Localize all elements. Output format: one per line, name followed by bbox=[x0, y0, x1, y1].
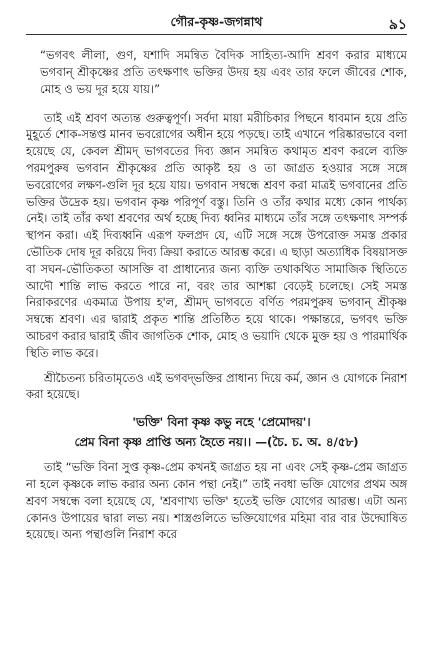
paragraph-shravan-importance: তাই এই শ্রবণ অত্যন্ত গুরুত্বপূর্ণ। সর্বদা মায়া মরীচিকার পিছনে ধাবমান হয়ে প্রতি মুহূর্তে শোক-সন্তপ্ত মানব ভবরোগের অধীন হয়ে পড়ছে। তাই এখানে পরিষ্কারভাবে বলা হয়েছে যে, কেবল শ্রীমদ্ ভাগবতের দিব্য জ্ঞান সমন্বিত কথামৃত শ্রবণ করলে ব্যক্তি পরমপুরুষ ভগবান শ্রীকৃষ্ণের প্রতি আকৃষ্ট হয় ও তা জাগ্রত হওয়ার সঙ্গে সঙ্গে ভবরোগের লক্ষণ-গুলি দূর হয়ে যায়। ভগবান সম্বন্ধে শ্রবণ করা মাত্রই ভগবানের প্রতি ভক্তির উদ্রেক হয়। ভগবান কৃষ্ণ পরিপূর্ণ বস্তু। তিনি ও তাঁর কথার মধ্যে কোন পার্থক্য নেই। তাই তাঁর কথা শ্রবণের অর্থ হচ্ছে দিব্য ধ্বনির মাধ্যমে তাঁর সঙ্গে তৎক্ষণাৎ সম্পর্ক স্থাপন করা। এই দিব্যধ্বনি এরূপ ফলপ্রদ যে, এটি সঙ্গে সঙ্গে উপরোক্ত সমস্ত প্রকার ভৌতিক দোষ দূর করিয়ে দিব্য ক্রিয়া করাতে আরম্ভ করে। এ ছাড়া অত্যাধিক বিষয়াসক্ত বা সঘন-ভৌতিকতা আসক্তি বা প্রাধান্যের জন্য ব্যক্তি তথাকথিত সামাজিক স্থিতিতে আদৌ শান্তি লাভ করতে পারে না, বরং তার আশঙ্কা বেড়েই চলেছে। সেই সমস্ত নিরাকরণের একমাত্র উপায় হ'ল, শ্রীমদ্ ভাগবতে বর্ণিত পরমপুরুষ ভগবান্ শ্রীকৃষ্ণ সম্বন্ধে শ্রবণ। এর দ্বারাই প্রকৃত শান্তি প্রতিষ্ঠিত হয়ে থাকে। পক্ষান্তরে, ভগবৎ ভক্তি আচরণ করার দ্বারাই জীব জাগতিক শোক, মোহ ও ভয়াদি থেকে মুক্ত হয় ও পারমার্থিক স্থিতি লাভ করে। bbox=[26, 111, 407, 360]
opening-quote: “ভগবৎ লীলা, গুণ, যশাদি সমন্বিত বৈদিক সাহিত্য-আদি শ্রবণ করার মাধ্যমে ভগবান্ শ্রীকৃষ্ণের প্রতি তৎক্ষণাৎ ভক্তির উদয় হয় এবং তার ফলে জীবের শোক, মোহ ও ভয় দূর হয়ে যায়।” bbox=[40, 48, 407, 97]
page-number: ৯১ bbox=[388, 17, 407, 33]
verse-line-1: 'ভক্তি' বিনা কৃষ্ণ কভু নহে 'প্রেমোদয়'। bbox=[132, 415, 311, 430]
verse-block bbox=[26, 412, 407, 452]
verse-line-2: প্রেম বিনা কৃষ্ণ প্রাপ্তি অন্য হৈতে নয়।। —(চৈ. চ. অ. ৪/৫৮) bbox=[74, 435, 359, 450]
paragraph-chaitanya-charitamrita: শ্রীচৈতন্য চরিতামৃতেও এই ভগবদ্‌ভক্তির প্রাধান্য দিয়ে কর্ম, জ্ঞান ও যোগকে নিরাশ করা হয়েছে। bbox=[26, 371, 407, 402]
running-title: গৌর-কৃষ্ণ-জগন্নাথ bbox=[170, 14, 263, 29]
paragraph-bhakti-yoga: তাই “ভক্তি বিনা সুপ্ত কৃষ্ণ-প্রেম কখনই জাগ্রত হয় না এবং সেই কৃষ্ণ-প্রেম জাগ্রত না হলে কৃষ্ণকে লাভ করার অন্য কোন পন্থা নেই।” তাই নবধা ভক্তি যোগের প্রথম অঙ্গ শ্রবণ সম্বন্ধে বলা হয়েছে যে, 'শ্রবণাখ্য ভক্তি' হতেই ভক্তি যোগের আরম্ভ। এটা অন্য কোনও উপায়ের দ্বারা লভ্য নয়। শাস্ত্রগুলিতে ভক্তিযোগের মহিমা বার বার উদ্ঘোষিত হয়েছে। অন্য পন্থাগুলি নিরাশ করে bbox=[26, 461, 407, 542]
running-header bbox=[26, 12, 407, 35]
